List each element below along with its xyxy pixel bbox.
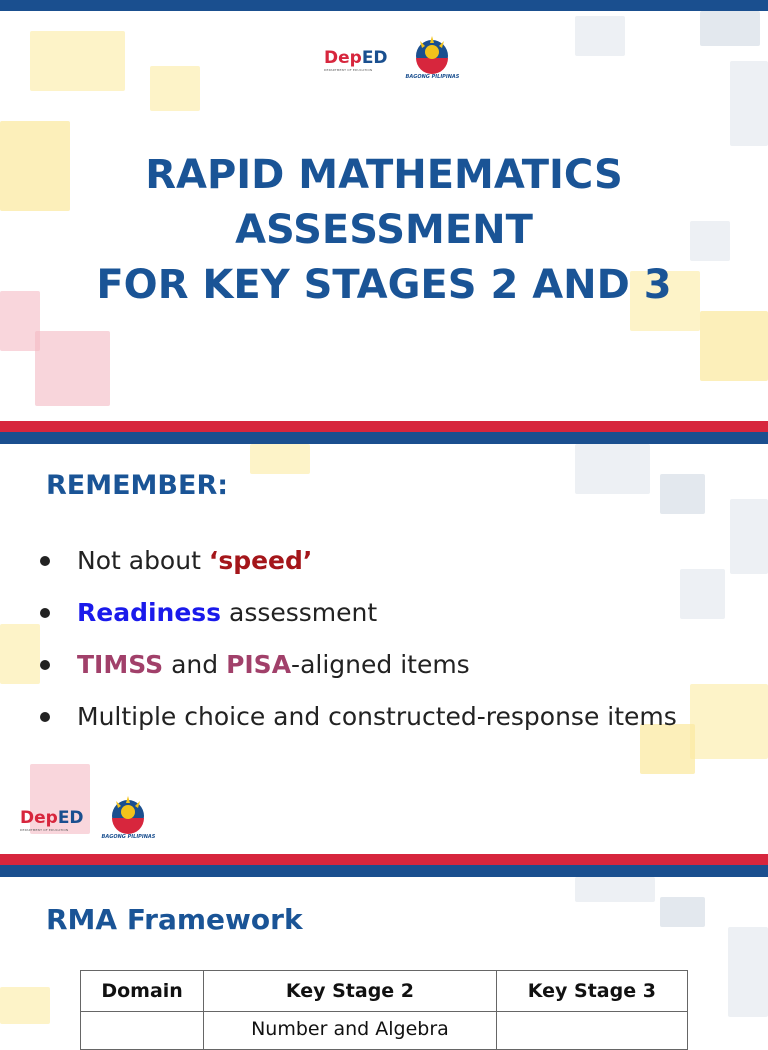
deped-logo-dep: Dep xyxy=(324,47,362,68)
top-bar xyxy=(0,0,768,11)
highlight-readiness: Readiness xyxy=(77,598,222,627)
decor-square xyxy=(728,927,768,1017)
decor-square xyxy=(575,877,655,902)
decor-square xyxy=(575,444,650,494)
decor-square xyxy=(730,61,768,146)
column-header: Key Stage 3 xyxy=(496,971,687,1012)
list-item xyxy=(40,587,720,639)
deped-logo-ed: ED xyxy=(361,47,388,68)
decor-square xyxy=(35,331,110,406)
framework-heading: RMA Framework xyxy=(46,903,303,936)
decor-square xyxy=(700,11,760,46)
deped-logo-ed: ED xyxy=(57,807,84,828)
column-header: Key Stage 2 xyxy=(204,971,497,1012)
list-item xyxy=(40,639,720,691)
title-line-1: RAPID MATHEMATICS xyxy=(145,152,623,198)
decor-square xyxy=(575,16,625,56)
decor-square xyxy=(660,474,705,514)
table-row xyxy=(81,1012,688,1050)
table-cell xyxy=(81,1012,204,1050)
decor-square xyxy=(0,624,40,684)
bullet-dot xyxy=(40,556,50,566)
table-cell xyxy=(496,1012,687,1050)
bullet-dot xyxy=(40,608,50,618)
table-cell: Number and Algebra xyxy=(204,1012,497,1050)
deped-logo xyxy=(20,807,84,832)
column-header: Domain xyxy=(81,971,204,1012)
remember-heading: REMEMBER: xyxy=(46,470,229,501)
bullet-text: Multiple choice and constructed-response items xyxy=(77,702,677,731)
decor-square xyxy=(660,897,705,927)
framework-table xyxy=(80,970,688,1050)
main-title xyxy=(0,148,768,313)
logo-group-bottom xyxy=(20,796,155,840)
table-header-row xyxy=(81,971,688,1012)
slide-separator xyxy=(0,421,768,444)
decor-square xyxy=(250,444,310,474)
list-item xyxy=(40,535,720,587)
decor-square xyxy=(730,499,768,574)
deped-logo-subtitle: DEPARTMENT OF EDUCATION xyxy=(324,67,373,72)
bagong-pilipinas-logo xyxy=(102,796,156,840)
bagong-pilipinas-label: BAGONG PILIPINAS xyxy=(101,834,156,840)
bullet-text: -aligned items xyxy=(291,650,470,679)
logo-group-top xyxy=(324,36,459,80)
title-line-3: FOR KEY STAGES 2 AND 3 xyxy=(96,262,672,308)
bullet-text: and xyxy=(163,650,227,679)
list-item xyxy=(40,691,720,743)
bullet-dot xyxy=(40,660,50,670)
decor-square xyxy=(0,987,50,1024)
highlight-timss: TIMSS xyxy=(77,650,164,679)
decor-square xyxy=(700,311,768,381)
remember-list xyxy=(40,535,720,743)
bullet-dot xyxy=(40,712,50,722)
decor-square xyxy=(150,66,200,111)
bagong-pilipinas-logo xyxy=(406,36,460,80)
bagong-pilipinas-emblem-icon xyxy=(108,796,148,834)
highlight-pisa: PISA xyxy=(226,650,292,679)
bagong-pilipinas-label: BAGONG PILIPINAS xyxy=(405,74,460,80)
title-line-2: ASSESSMENT xyxy=(235,207,533,253)
deped-logo xyxy=(324,47,388,72)
deped-logo-subtitle: DEPARTMENT OF EDUCATION xyxy=(20,827,69,832)
deped-logo-dep: Dep xyxy=(20,807,58,828)
slide-separator xyxy=(0,854,768,877)
highlight-speed: ‘speed’ xyxy=(208,546,313,575)
bullet-text: assessment xyxy=(221,598,378,627)
bullet-text: Not about xyxy=(77,546,209,575)
bagong-pilipinas-emblem-icon xyxy=(412,36,452,74)
decor-square xyxy=(30,31,125,91)
